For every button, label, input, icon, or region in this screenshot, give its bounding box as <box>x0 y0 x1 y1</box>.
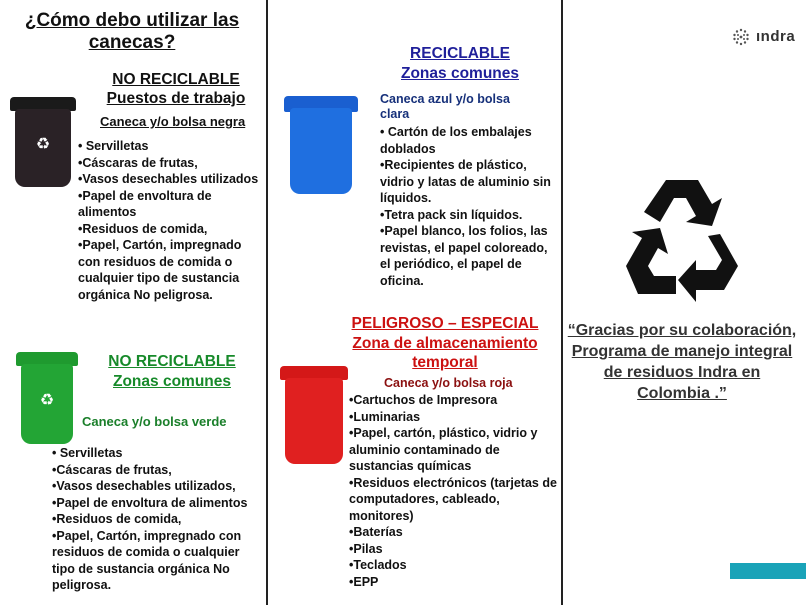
recycle-symbol-icon <box>616 172 748 302</box>
indra-logo <box>732 28 802 46</box>
green-items-list <box>52 445 264 594</box>
list-item: •Papel de envoltura de alimentos <box>52 495 248 510</box>
list-item: •Vasos desechables utilizados, <box>52 479 236 493</box>
black-bin-image <box>10 97 76 187</box>
list-item: •Recipientes de plástico, vidrio y latas de aluminio sin líquidos. <box>380 158 551 205</box>
green-section-heading-1: NO RECICLABLE <box>108 353 236 370</box>
list-item: •Teclados <box>349 558 407 572</box>
list-item: •Pilas <box>349 541 383 556</box>
list-item: • Servilletas <box>52 446 123 460</box>
column-divider-1 <box>266 0 268 605</box>
blue-items-list <box>380 124 554 289</box>
blue-section-heading-2: Zonas comunes <box>401 65 519 82</box>
black-bin-label: Caneca y/o bolsa negra <box>100 114 246 129</box>
green-bin-image <box>16 352 78 444</box>
blue-bin-label: Caneca azul y/o bolsa clara <box>380 92 510 121</box>
list-item: •Cartuchos de Impresora <box>349 393 498 407</box>
list-item: •Papel blanco, los folios, las revistas, el papel coloreado, el periódico, el papel de oficina. <box>380 224 548 288</box>
list-item: •Baterías <box>349 525 403 539</box>
list-item: •Residuos de comida, <box>52 512 182 526</box>
main-title: ¿Cómo debo utilizar las canecas? <box>24 10 240 53</box>
recycle-icon: ♻ <box>39 392 55 409</box>
list-item: •Vasos desechables utilizados <box>78 172 259 186</box>
green-bin-label: Caneca y/o bolsa verde <box>82 414 227 429</box>
list-item: •Luminarias <box>349 409 421 424</box>
accent-bar <box>730 563 806 579</box>
list-item: • Servilletas <box>78 139 149 153</box>
list-item: •EPP <box>349 574 379 589</box>
list-item: • Cartón de los embalajes doblados <box>380 125 532 156</box>
red-section-heading-2: Zona de almacenamiento temporal <box>352 335 538 371</box>
logo-dots-icon <box>732 28 750 46</box>
closing-quote: “Gracias por su colaboración, Programa de manejo integral de residuos Indra en Colombia .” <box>567 322 797 402</box>
list-item: •Papel de envoltura de alimentos <box>78 188 212 219</box>
logo-text: ındra <box>756 28 796 45</box>
column-divider-2 <box>561 0 563 605</box>
red-bin-label: Caneca y/o bolsa roja <box>384 376 513 390</box>
list-item: •Papel, Cartón, impregnado con residuos de comida o cualquier tipo de sustancia orgánica No peligrosa. <box>52 528 242 592</box>
list-item: •Residuos electrónicos (tarjetas de computadores, cableado, monitores) <box>349 475 557 523</box>
black-items-list <box>78 138 262 303</box>
list-item: •Residuos de comida, <box>78 221 208 236</box>
black-section-heading-2: Puestos de trabajo <box>106 90 246 107</box>
blue-bin-image <box>284 96 358 194</box>
red-section-heading-1: PELIGROSO – ESPECIAL <box>351 315 539 332</box>
red-bin-image <box>280 366 348 464</box>
list-item: •Papel, Cartón, impregnado con residuos de comida o cualquier tipo de sustancia orgánica No peligrosa. <box>78 238 242 302</box>
list-item: •Papel, cartón, plástico, vidrio y aluminio contaminado de sustancias químicas <box>349 426 538 473</box>
recycle-icon: ♻ <box>35 136 51 153</box>
list-item: •Cáscaras de frutas, <box>52 462 172 477</box>
green-section-heading-2: Zonas comunes <box>113 373 231 390</box>
red-items-list <box>349 392 557 590</box>
blue-section-heading-1: RECICLABLE <box>410 45 510 62</box>
black-section-heading-1: NO RECICLABLE <box>112 71 240 88</box>
list-item: •Tetra pack sin líquidos. <box>380 207 523 222</box>
list-item: •Cáscaras de frutas, <box>78 155 198 170</box>
